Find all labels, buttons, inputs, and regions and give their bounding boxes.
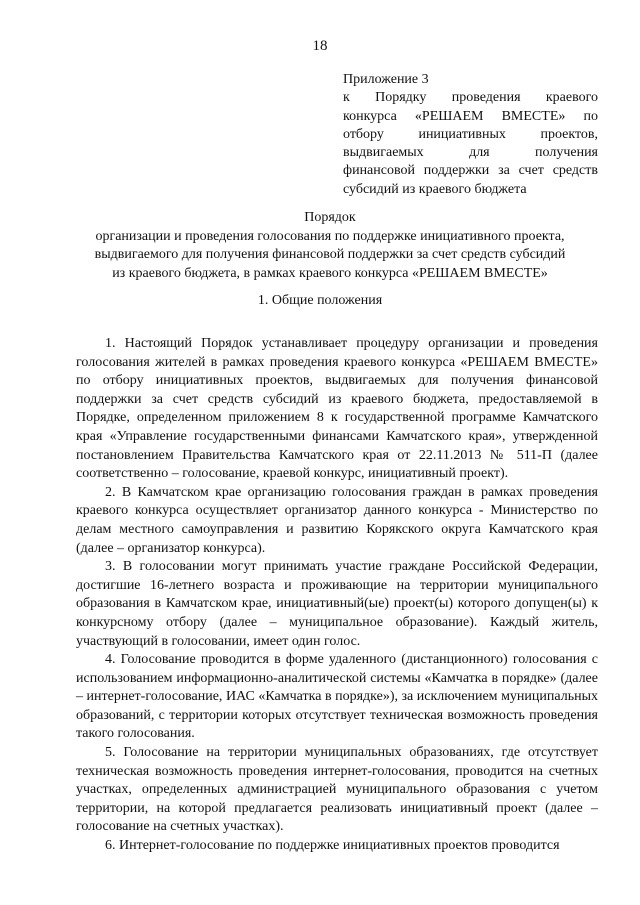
section-heading: 1. Общие положения xyxy=(257,293,383,308)
title-line: выдвигаемого для получения финансовой поддержки за счет средств субсидий xyxy=(94,247,566,263)
title-line: из краевого бюджета, в рамках краевого конкурса «РЕШАЕМ ВМЕСТЕ» xyxy=(112,265,548,281)
document-title xyxy=(62,209,598,283)
paragraph: 1. Настоящий Порядок устанавливает процедуру организации и проведения голосования жителей в рамках проведения краевого конкурса «РЕШАЕМ ВМЕСТЕ» по отбору инициативных проектов, выдвигаемых для получения финансовой поддержки за счет средств субсидий из краевого бюджета, предоставляемой в Порядке, определенном приложением 8 к государственной программе Камчатского края «Управление государственными финансами Камчатского края», утвержденной постановлением Правительства Камчатского края от 22.11.2013 № 511-П (далее соответственно – голосование, краевой конкурс, инициативный проект). xyxy=(76,336,598,482)
appendix-line: отбору инициативных проектов, xyxy=(343,126,598,142)
appendix-note xyxy=(343,71,598,199)
paragraph: 6. Интернет-голосование по поддержке инициативных проектов проводится xyxy=(105,838,560,854)
paragraph: 3. В голосовании могут принимать участие граждане Российской Федерации, достигшие 16-летнего возраста и проживающие на территории муниципального образования в Камчатском крае, инициативный(ые) проект(ы) которого допущен(ы) к конкурсному отбору (далее – муниципальное образование). Каждый житель, участвующий в голосовании, имеет один голос. xyxy=(76,559,598,649)
paragraph: 2. В Камчатском крае организацию голосования граждан в рамках проведения краевого конкурса осуществляет организатор данного конкурса - Министерство по делам местного самоуправления и развитию Корякского округа Камчатского края (далее – организатор конкурса). xyxy=(76,484,598,556)
appendix-line: субсидий из краевого бюджета xyxy=(343,181,527,197)
appendix-line: Приложение 3 xyxy=(343,72,429,87)
appendix-line: финансовой поддержки за счет средств xyxy=(343,163,598,179)
paragraph: 5. Голосование на территории муниципальных образованиях, где отсутствует техническая возможность проведения интернет-голосования, проводится на счетных участках, определенных администрацией муниципального образования с учетом территории, на которой предлагается реализовать инициативный проект (далее – голосование на счетных участках). xyxy=(76,745,598,835)
page-number: 18 xyxy=(312,38,328,54)
appendix-line: выдвигаемых для получения xyxy=(343,145,598,161)
paragraph: 4. Голосование проводится в форме удаленного (дистанционного) голосования с использованием информационно-аналитической системы «Камчатка в порядке» (далее – интернет-голосование, ИАС «Камчатка в порядке»), за исключением муниципальных образований, с территории которых отсутствует техническая возможность проведения такого голосования. xyxy=(76,652,598,742)
appendix-line: конкурса «РЕШАЕМ ВМЕСТЕ» по xyxy=(343,108,598,124)
document-body xyxy=(76,335,598,856)
title-heading: Порядок xyxy=(304,210,356,225)
appendix-line: к Порядку проведения краевого xyxy=(343,90,598,106)
title-line: организации и проведения голосования по поддержке инициативного проекта, xyxy=(95,228,565,244)
